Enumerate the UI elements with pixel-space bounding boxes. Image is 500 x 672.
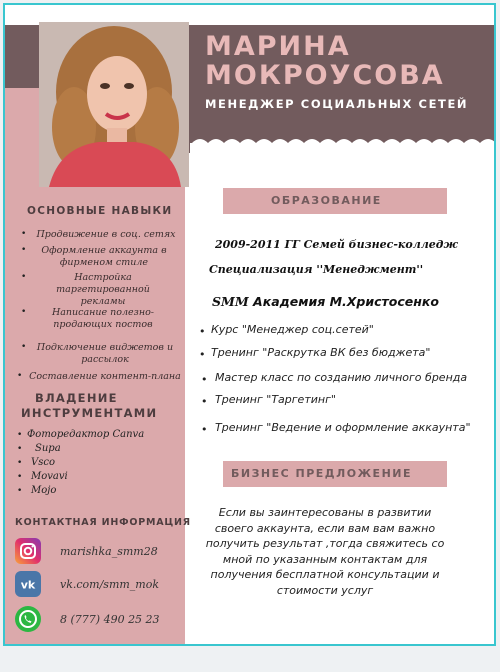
smm-prefix: SMM bbox=[212, 294, 249, 309]
bullet: • bbox=[21, 245, 27, 255]
tool-item: Vsco bbox=[31, 457, 55, 468]
tool-item: Mojo bbox=[31, 485, 57, 496]
skill-item: Подключение виджетов и рассылок bbox=[36, 342, 174, 365]
education-college: 2009-2011 ГГ Семей бизнес-колледж bbox=[215, 238, 458, 251]
offer-text: Если вы заинтересованы в развитии своего аккаунта, если вам вам важно получить результат ,тогда свяжитесь со мной по указанным контактам для получения бесплатной консультации и стоимости услуг bbox=[205, 506, 445, 597]
bullet: • bbox=[21, 272, 27, 282]
tool-item: Фоторедактор Canva bbox=[27, 429, 145, 440]
bullet: • bbox=[21, 307, 27, 317]
education-heading-bar bbox=[223, 188, 447, 214]
bullet: • bbox=[17, 472, 23, 482]
vk-icon bbox=[15, 571, 41, 597]
bullet: • bbox=[17, 430, 23, 440]
smm-academy-heading bbox=[212, 294, 439, 309]
bullet: • bbox=[17, 486, 23, 496]
course-item: Мастер класс по созданию личного бренда bbox=[215, 371, 468, 384]
skill-item: Оформление аккаунта в фирменом стиле bbox=[41, 245, 167, 268]
whatsapp-icon bbox=[15, 606, 41, 632]
tool-item: Supa bbox=[35, 443, 61, 454]
tools-heading-line2: ИНСТРУМЕНТАМИ bbox=[21, 406, 158, 420]
contact-vk[interactable]: vk.com/smm_mok bbox=[60, 578, 160, 591]
offer-heading: БИЗНЕС ПРЕДЛОЖЕНИЕ bbox=[231, 467, 412, 480]
contact-instagram[interactable]: marishka_smm28 bbox=[60, 545, 158, 558]
smm-academy-name: Академия М.Христосенко bbox=[248, 294, 439, 309]
svg-text:vk: vk bbox=[20, 578, 36, 592]
bullet: • bbox=[199, 348, 206, 361]
bullet: • bbox=[21, 229, 27, 239]
skill-item: Настройка таргетированной рекламы bbox=[56, 272, 150, 307]
bullet: • bbox=[201, 395, 208, 408]
offer-heading-bar bbox=[223, 461, 447, 487]
skills-heading: ОСНОВНЫЕ НАВЫКИ bbox=[27, 205, 173, 217]
job-title: МЕНЕДЖЕР СОЦИАЛЬНЫХ СЕТЕЙ bbox=[205, 97, 469, 111]
bullet: • bbox=[17, 458, 23, 468]
profile-photo bbox=[39, 22, 189, 187]
bullet: • bbox=[17, 444, 23, 454]
course-item: Тренинг "Ведение и оформление аккаунта" bbox=[215, 421, 471, 434]
skill-item: Написание полезно-продающих постов bbox=[51, 307, 155, 330]
resume-page bbox=[3, 3, 496, 646]
course-item: Курс "Менеджер соц.сетей" bbox=[211, 323, 374, 336]
bullet: • bbox=[201, 423, 208, 436]
contacts-heading: КОНТАКТНАЯ ИНФОРМАЦИЯ bbox=[15, 517, 191, 528]
name-last: МОКРОУСОВА bbox=[205, 60, 445, 91]
contact-phone[interactable]: 8 (777) 490 25 23 bbox=[60, 613, 160, 626]
skill-item: Составление контент-плана bbox=[29, 371, 181, 382]
instagram-icon bbox=[15, 538, 41, 564]
bullet: • bbox=[199, 325, 206, 338]
skill-item: Продвижение в соц. сетях bbox=[36, 229, 176, 240]
course-item: Тренинг "Таргетинг" bbox=[215, 393, 336, 406]
scallop-border bbox=[190, 133, 496, 161]
bullet: • bbox=[21, 342, 27, 352]
bullet: • bbox=[201, 373, 208, 386]
course-item: Тренинг "Раскрутка ВК без бюджета" bbox=[211, 346, 431, 359]
name-first: МАРИНА bbox=[205, 31, 351, 62]
bullet: • bbox=[17, 371, 23, 381]
tools-heading-line1: ВЛАДЕНИЕ bbox=[35, 391, 118, 405]
education-heading: ОБРАЗОВАНИЕ bbox=[271, 194, 382, 207]
education-specialization: Специализация ''Менеджмент'' bbox=[209, 263, 424, 276]
tool-item: Movavi bbox=[31, 471, 68, 482]
